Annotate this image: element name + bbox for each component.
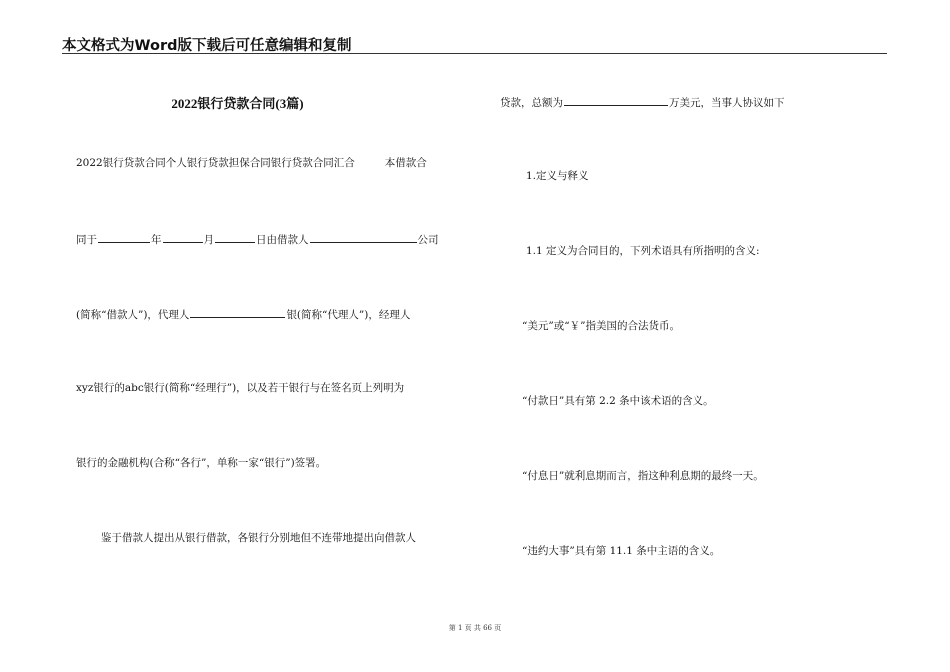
left-paragraph-line-3 — [76, 306, 410, 322]
document-header-banner: 本文格式为Word版下载后可任意编辑和复制 — [62, 38, 352, 54]
left-line-1-text-b: 本借款合 — [384, 157, 427, 169]
definition-payment-date: “付款日”具有第 2.2 条中该术语的含义。 — [522, 395, 714, 407]
left-paragraph-line-5: 银行的金融机构(合称“各行”，单称一家“银行”)签署。 — [76, 457, 327, 469]
definition-default-event: “违约大事”具有第 11.1 条中主语的含义。 — [522, 545, 721, 557]
day-blank — [215, 231, 255, 243]
left-paragraph-line-2 — [76, 231, 439, 247]
left-line-2-text-b: 年 — [151, 234, 162, 246]
year-blank — [98, 231, 150, 243]
left-line-2-text-c: 月 — [203, 234, 214, 246]
left-line-3-text-a: (简称“借款人”)，代理人 — [76, 309, 190, 321]
right-paragraph-line-3: 1.1 定义为合同目的，下列术语具有所指明的含义: — [526, 245, 760, 257]
left-line-2-text-d: 日由借款人 — [256, 234, 309, 246]
agent-blank — [190, 306, 285, 318]
left-line-2-text-e: 公司 — [417, 234, 439, 246]
definition-dollar: “美元”或“￥”指美国的合法货币。 — [522, 320, 680, 332]
right-line-1-text-a: 贷款，总额为 — [500, 97, 563, 109]
left-line-2-text-a: 同于 — [76, 234, 97, 246]
section-heading-definitions: 1.定义与释义 — [526, 170, 589, 182]
right-paragraph-line-1 — [500, 94, 785, 110]
header-divider — [62, 53, 887, 54]
month-blank — [163, 231, 203, 243]
definition-interest-date: “付息日”就利息期而言，指这种利息期的最终一天。 — [522, 470, 764, 482]
amount-blank — [564, 94, 668, 106]
left-paragraph-line-6: 鉴于借款人提出从银行借款，各银行分别地但不连带地提出向借款人 — [101, 532, 416, 544]
left-paragraph-line-1 — [76, 156, 427, 170]
right-line-1-text-b: 万美元，当事人协议如下 — [669, 97, 785, 109]
left-paragraph-line-4: xyz银行的abc银行(简称“经理行”)，以及若干银行与在签名页上列明为 — [76, 382, 405, 394]
document-title: 2022银行贷款合同(3篇) — [171, 96, 304, 111]
left-line-1-text-a: 2022银行贷款合同个人银行贷款担保合同银行贷款合同汇合 — [76, 157, 355, 169]
left-line-3-text-b: 银(简称“代理人”)，经理人 — [286, 309, 411, 321]
page-footer: 第 1 页 共 66 页 — [448, 624, 502, 632]
borrower-blank — [310, 231, 417, 243]
